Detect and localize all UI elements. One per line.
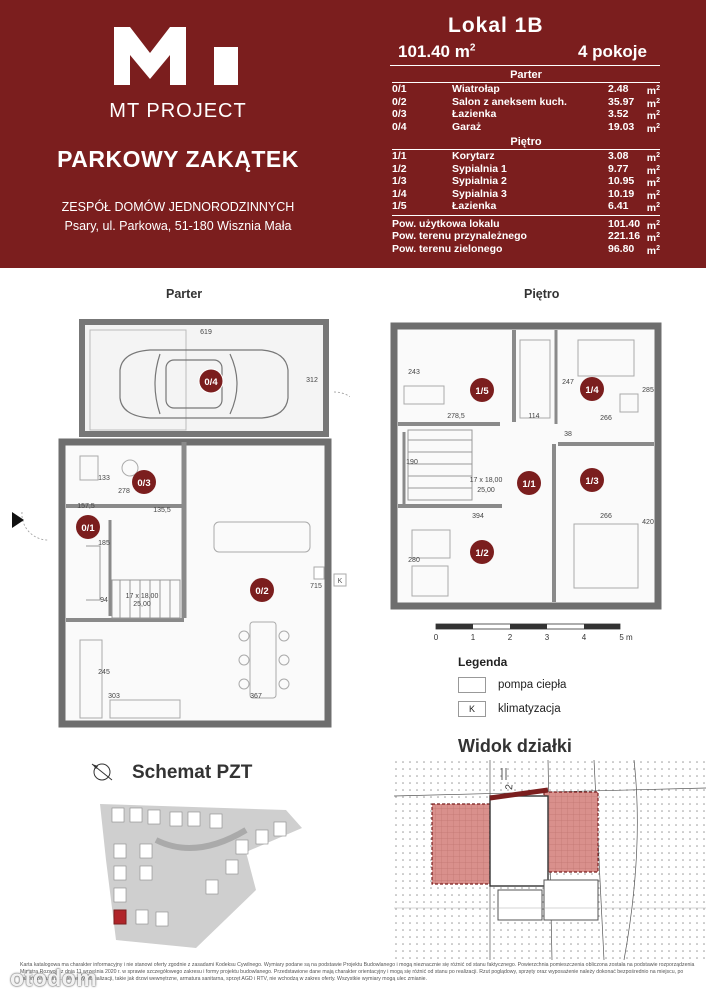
dimension: 312 — [306, 377, 318, 384]
dimension: 303 — [108, 693, 120, 700]
dimension: 280 — [408, 557, 420, 564]
entrance-arrow-icon — [12, 512, 24, 528]
ac-mark: K — [337, 578, 343, 585]
room-label: 1/4 — [585, 385, 599, 396]
totals — [392, 215, 660, 256]
dimension: 278 — [118, 488, 130, 495]
dimension: 114 — [528, 413, 540, 420]
dimension: 420 — [642, 519, 654, 526]
room-row: 1/4 Sypialnia 3 10.19 $m^2$ — [392, 187, 660, 202]
legend-item-heat-pump: pompa ciepła — [458, 677, 658, 693]
dimension: 17 x 18,00 — [469, 477, 503, 484]
mt-logo — [112, 25, 242, 87]
otodom-watermark: otodom — [10, 965, 98, 991]
plot-mark: 2 — [504, 783, 516, 791]
dimension: 247 — [562, 379, 574, 386]
dimension: 185 — [98, 540, 110, 547]
upper-floor-label: Piętro — [524, 287, 560, 301]
legend-item-ac: K klimatyzacja — [458, 701, 658, 717]
subtitle-line1: ZESPÓŁ DOMÓW JEDNORODZINNYCH — [61, 200, 295, 214]
room-label: 1/2 — [475, 548, 489, 559]
room-row: 0/2 Salon z aneksem kuch. 35.97 $m^2$ — [392, 95, 660, 110]
brand-name: MT PROJECT — [109, 100, 247, 122]
scale-tick: 1 — [470, 633, 476, 642]
ground-floor-label: Parter — [166, 287, 203, 301]
room-row: 1/1 Korytarz 3.08 $m^2$ — [392, 150, 660, 164]
pzt-title: Schemat PZT — [132, 762, 253, 783]
room-row: 1/3 Sypialnia 2 10.95 $m^2$ — [392, 175, 660, 189]
room-row: 0/3 Łazienka 3.52 $m^2$ — [392, 108, 660, 122]
dimension: 394 — [472, 513, 484, 520]
dimension: 266 — [600, 513, 612, 520]
room-row: 0/4 Garaż 19.03 $m^2$ — [392, 120, 660, 135]
project-subtitle — [0, 198, 356, 236]
room-row: 1/5 Łazienka 6.41 $m^2$ — [392, 200, 660, 214]
scale-tick: 4 — [581, 633, 587, 642]
site-plan-map — [96, 800, 306, 950]
dimension: 245 — [98, 669, 110, 676]
dimension: 715 — [310, 583, 322, 590]
dimension: 619 — [200, 329, 212, 336]
unit-location-marker — [114, 910, 126, 924]
total-row: Pow. terenu zielonego 96.80 $m^2$ — [392, 242, 660, 257]
dimension: 266 — [600, 415, 612, 422]
dimension: 278,5 — [447, 413, 465, 420]
dimension: 135,5 — [153, 507, 171, 514]
room-row: 0/1 Wiatrołap 2.48 $m^2$ — [392, 83, 660, 97]
heat-pump-icon — [458, 677, 486, 693]
dimension: 243 — [408, 369, 420, 376]
footer-disclaimer: Karta katalogowa ma charakter informacyjny i nie stanowi oferty zgodnie z zasadami Kodeksu Cywilnego. Wymiary podane są na podstawie Projektu Budowlanego i mogą nieznacznie się różnić od stanu faktycznego. Powierzchnia pomieszczenia obliczona została na podstawie rozporządzenia Ministra Rozwoju z dnia 11 września 2020 r. w sprawie szczegółowego zakresu i formy projektu budowlanego. Przedstawione dane mają charakter orientacyjny i mogą się różnić od stanu po realizacji. Rzut poglądowy, sprzęty oraz wyposażenie należy dokonać bezpośrednio na miejscu, po zakończeniu prac. Elementy wizualizacji, takie jak drzwi wewnętrzne, armatura sanitarna, sprzęt AGD i RTV, nie wchodzą w zakres oferty. Wszystkie wymiary mogą ulec zmianie. — [20, 962, 695, 982]
dimension: 94 — [100, 597, 108, 604]
heat-pump-icon — [314, 567, 324, 579]
total-row: Pow. terenu przynależnego 221.16 $m^2$ — [392, 230, 660, 244]
room-row: 1/2 Sypialnia 1 9.77 $m^2$ — [392, 162, 660, 177]
room-label: 0/2 — [255, 586, 269, 597]
room-label: 1/1 — [522, 479, 536, 490]
unit-name: Lokal 1B — [448, 14, 544, 37]
room-label: 1/5 — [475, 386, 489, 397]
ac-icon: K — [458, 701, 486, 717]
subtitle-line2: Psary, ul. Parkowa, 51-180 Wisznia Mała — [64, 219, 292, 233]
unit-area: 101.40 $m^2$ — [398, 42, 476, 61]
scale-tick: 5 m — [619, 633, 633, 642]
scale-tick: 0 — [433, 633, 439, 642]
room-label: 0/3 — [137, 478, 151, 489]
dimension: 157,5 — [77, 503, 95, 510]
scale-tick: 2 — [507, 633, 513, 642]
room-table — [392, 66, 660, 255]
total-row: Pow. użytkowa lokalu 101.40 $m^2$ — [392, 217, 660, 232]
ground-floor-plan — [0, 312, 350, 732]
dimension: 17 x 18,00 — [125, 593, 159, 600]
dimension: 25,00 — [477, 487, 495, 494]
legend-title: Legenda — [458, 655, 508, 669]
dimension: 133 — [98, 475, 110, 482]
unit-rooms: 4 pokoje — [578, 42, 647, 61]
room-label: 0/1 — [81, 523, 95, 534]
scale-bar — [436, 624, 620, 629]
dimension: 25,00 — [133, 601, 151, 608]
dimension: 285 — [642, 387, 654, 394]
header-panel — [0, 0, 706, 268]
dimension: 190 — [406, 459, 418, 466]
room-label: 1/3 — [585, 476, 599, 487]
compass-icon — [86, 758, 116, 784]
scale-tick: 3 — [544, 633, 550, 642]
dimension: 38 — [564, 431, 572, 438]
section-upper — [392, 133, 660, 213]
project-title: PARKOWY ZAKĄTEK — [57, 146, 299, 172]
section-title: Piętro — [392, 133, 660, 150]
room-label: 0/4 — [204, 377, 218, 388]
legend — [458, 655, 658, 717]
section-title: Parter — [392, 66, 660, 83]
plot-view-title: Widok działki — [458, 736, 572, 756]
dimension: 367 — [250, 693, 262, 700]
plot-view-map — [394, 760, 706, 960]
upper-floor-plan — [380, 312, 680, 652]
section-ground — [392, 66, 660, 133]
